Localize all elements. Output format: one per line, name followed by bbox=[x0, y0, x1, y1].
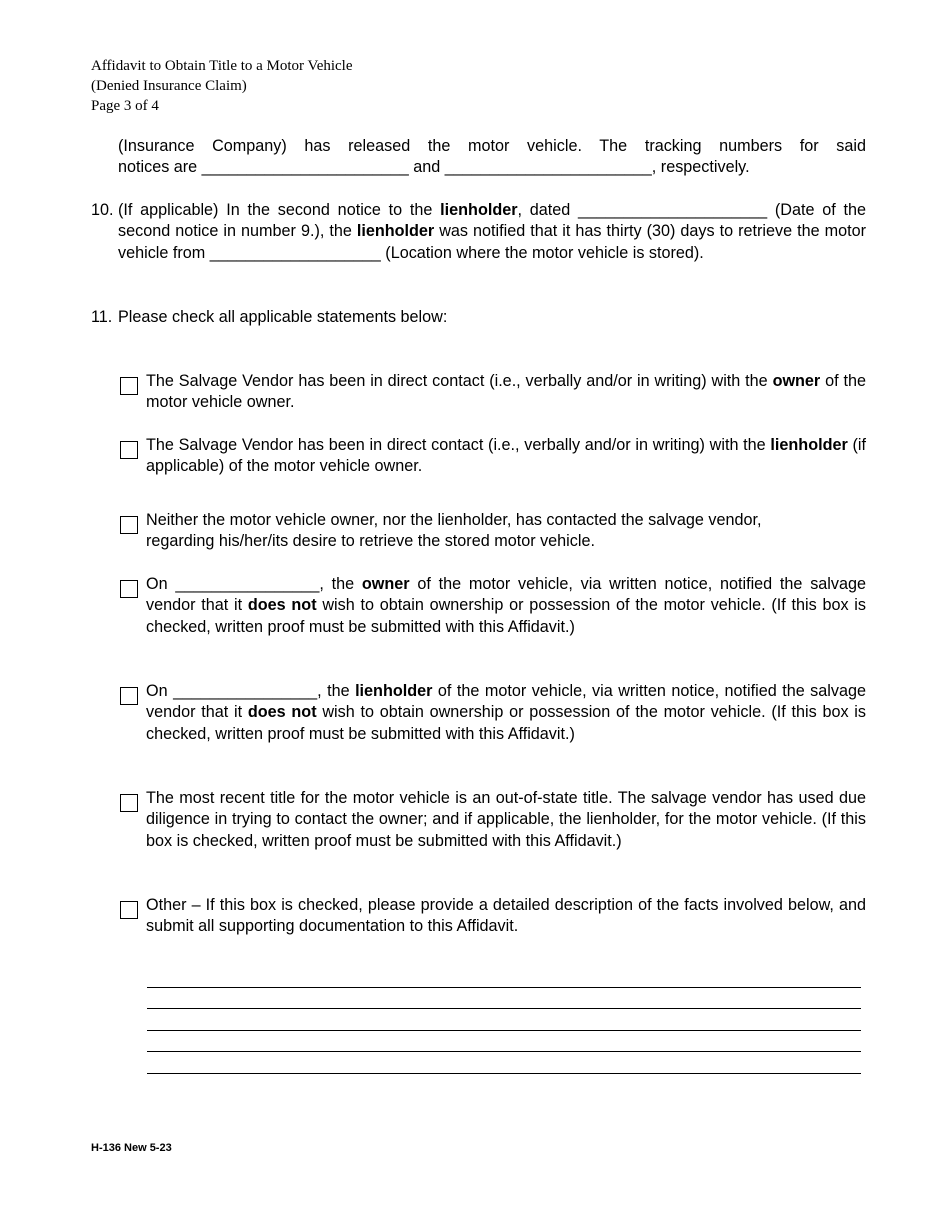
option-other: Other – If this box is checked, please provide a detailed description of the facts involved below, and submit all supporting documentation to this Affidavit. bbox=[146, 896, 866, 936]
option-5-part-3: wish to obtain ownership or possession of the motor vehicle. (If this box is checked, written proof must be submitted with this Affidavit.) bbox=[146, 703, 866, 743]
option-lienholder-contact bbox=[146, 435, 866, 478]
document-header bbox=[91, 56, 353, 116]
item-11-number: 11. bbox=[91, 308, 113, 326]
option-1-part-1: The Salvage Vendor has been in direct contact (i.e., verbally and/or in writing) with the bbox=[146, 372, 773, 390]
option-3-line-2: regarding his/her/its desire to retrieve the stored motor vehicle. bbox=[146, 532, 595, 551]
option-owner-declined bbox=[146, 574, 866, 638]
checkbox-no-contact[interactable] bbox=[120, 516, 138, 534]
description-line-3[interactable] bbox=[147, 1030, 861, 1031]
option-5-bold-2: does not bbox=[247, 703, 317, 722]
item-11-text: Please check all applicable statements below: bbox=[118, 308, 448, 326]
item-9-continuation bbox=[118, 136, 866, 179]
item-10-text bbox=[118, 200, 866, 264]
header-subtitle: (Denied Insurance Claim) bbox=[91, 78, 247, 94]
checkbox-other[interactable] bbox=[120, 901, 138, 919]
item-10-part-1: (If applicable) In the second notice to the bbox=[118, 201, 441, 219]
option-4-part-2: of the motor vehicle, via written notice, notified the salvage vendor that it bbox=[146, 575, 866, 615]
checkbox-out-of-state-title[interactable] bbox=[120, 794, 138, 812]
item-10-part-2: , dated _____________________ (Date of the second notice in number 9.), the bbox=[118, 201, 866, 241]
continuation-line-1: (Insurance Company) has released the motor vehicle. The tracking numbers for said bbox=[118, 137, 866, 155]
option-5-bold-1: lienholder bbox=[355, 682, 433, 700]
option-no-contact bbox=[146, 510, 866, 553]
option-lienholder-declined bbox=[146, 681, 866, 745]
option-1-part-2: of the motor vehicle owner. bbox=[146, 372, 866, 412]
form-id: H-136 New 5-23 bbox=[91, 1142, 172, 1154]
option-2-part-1: The Salvage Vendor has been in direct contact (i.e., verbally and/or in writing) with the bbox=[146, 436, 771, 454]
checkbox-lienholder-declined[interactable] bbox=[120, 687, 138, 705]
checkbox-lienholder-contact[interactable] bbox=[120, 441, 138, 459]
description-line-4[interactable] bbox=[147, 1051, 861, 1052]
description-line-2[interactable] bbox=[147, 1008, 861, 1009]
option-5-part-1: On ________________, the bbox=[146, 682, 356, 700]
page-number: Page 3 of 4 bbox=[91, 98, 159, 114]
option-4-bold-1: owner bbox=[361, 575, 410, 593]
checkbox-owner-contact[interactable] bbox=[120, 377, 138, 395]
option-4-part-1: On ________________, the bbox=[146, 575, 362, 593]
option-owner-contact bbox=[146, 371, 866, 414]
option-2-bold: lienholder bbox=[770, 436, 848, 454]
option-3-line-1: Neither the motor vehicle owner, nor the lienholder, has contacted the salvage vendor, bbox=[146, 511, 762, 529]
description-line-1[interactable] bbox=[147, 987, 861, 988]
option-2-part-2: (if applicable) of the motor vehicle owner. bbox=[146, 436, 867, 476]
option-5-part-2: of the motor vehicle, via written notice, notified the salvage vendor that it bbox=[146, 682, 866, 722]
description-line-5[interactable] bbox=[147, 1073, 861, 1074]
option-out-of-state-title: The most recent title for the motor vehicle is an out-of-state title. The salvage vendor has used due diligence in trying to contact the owner; and if applicable, the lienholder, for the motor vehicle. (If this box is checked, written proof must be submitted with this Affidavit.) bbox=[146, 789, 866, 850]
item-10-part-3: was notified that it has thirty (30) days to retrieve the motor vehicle from ___________________ (Location where the motor vehicle is stored). bbox=[118, 222, 866, 262]
header-title: Affidavit to Obtain Title to a Motor Vehicle bbox=[91, 58, 353, 74]
item-10-bold-1: lienholder bbox=[440, 201, 518, 219]
option-4-bold-2: does not bbox=[247, 596, 317, 615]
checkbox-owner-declined[interactable] bbox=[120, 580, 138, 598]
item-10-number: 10. bbox=[91, 201, 114, 219]
item-10-bold-2: lienholder bbox=[356, 222, 435, 241]
continuation-line-2: notices are _______________________ and _______________________, respectively. bbox=[118, 158, 750, 177]
option-4-part-3: wish to obtain ownership or possession of the motor vehicle. (If this box is checked, written proof must be submitted with this Affidavit.) bbox=[146, 596, 866, 636]
option-1-bold: owner bbox=[772, 372, 821, 390]
